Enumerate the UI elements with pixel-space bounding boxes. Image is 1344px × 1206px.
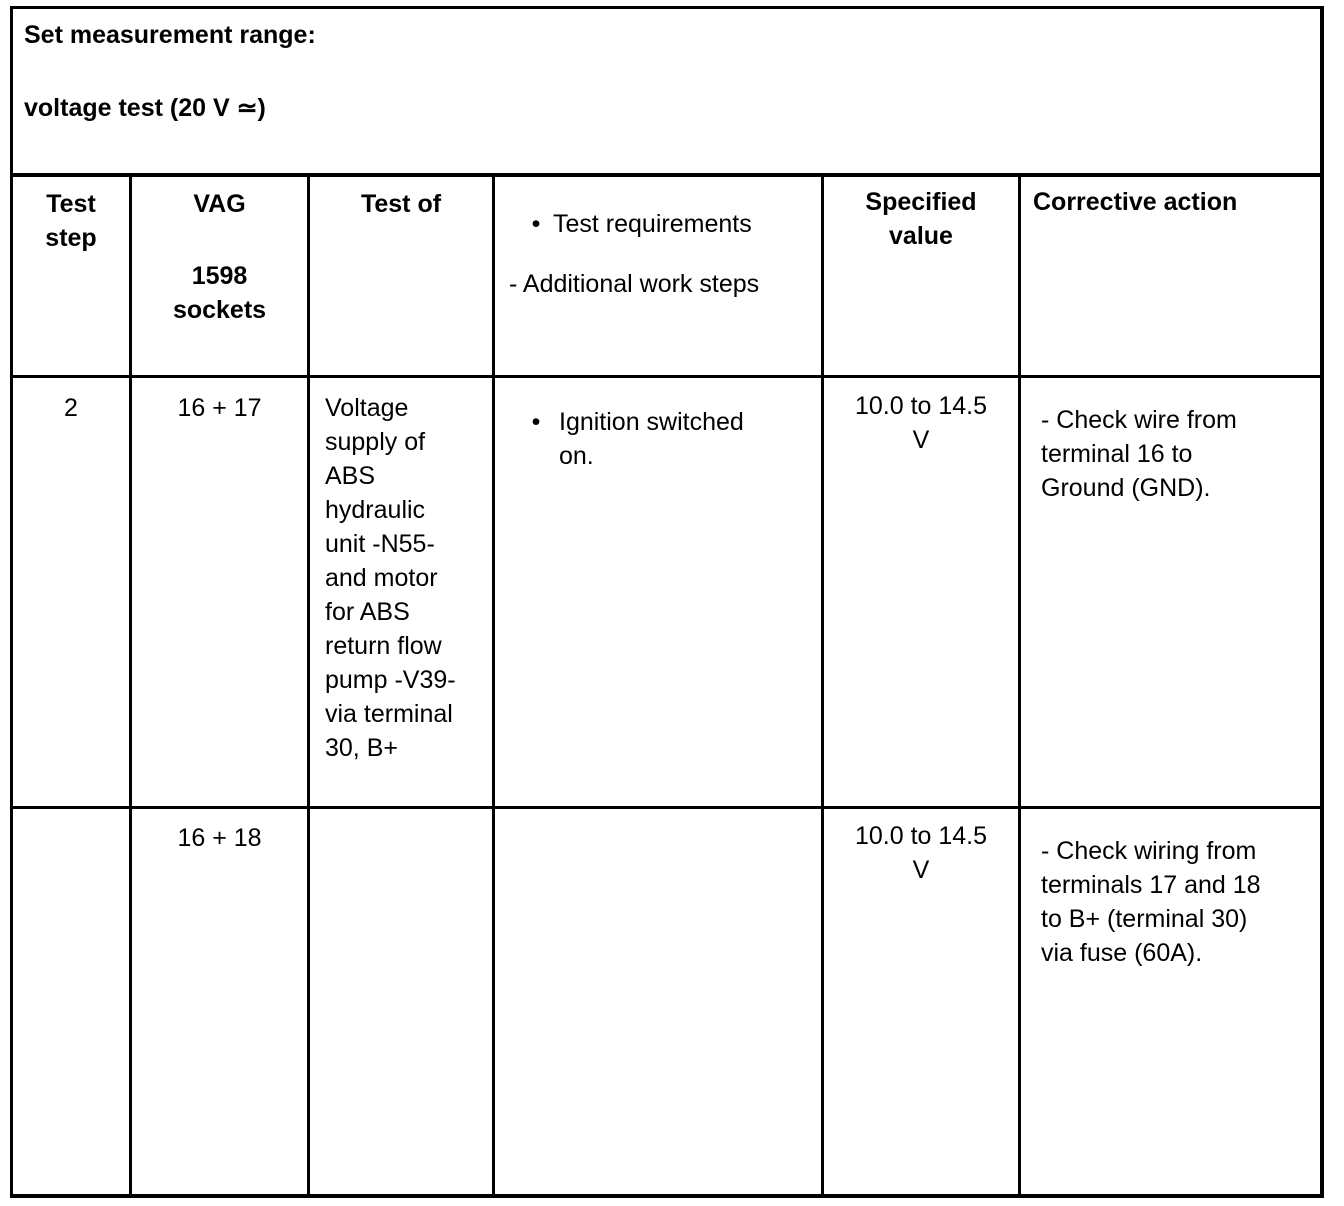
measurement-range-box [13,9,1320,177]
header-requirement-bullet-row [509,207,821,241]
header-vag-sockets [132,187,307,327]
test-table-frame [10,6,1324,1198]
row-divider [13,375,1320,378]
row2-corrective-action [1041,834,1325,970]
row2-specified-line: 10.0 to 14.5 [854,822,988,850]
row1-test-of-line: supply of [325,428,426,456]
measurement-range: voltage test (20 V ≃) [24,94,266,122]
column-divider [129,177,132,1194]
row1-specified-value [824,389,1018,457]
header-vag-line: sockets [172,296,267,324]
header-test-step [13,187,129,255]
header-vag-line: 1598 [191,262,248,290]
row1-requirement-text [553,405,744,473]
column-divider [1018,177,1021,1194]
row1-requirement-line: Ignition switched [559,408,744,436]
header-requirements [509,207,821,301]
row2-corrective-line: via fuse (60A). [1041,939,1203,967]
column-divider [492,177,495,1194]
row1-test-of [325,391,490,765]
row2-corrective-line: - Check wiring from [1041,837,1257,865]
row1-test-of-line: via terminal [325,700,453,728]
row1-test-of-line: return flow [325,632,442,660]
header-specified-line: Specified [865,188,977,216]
row2-corrective-line: terminals 17 and 18 [1041,871,1261,899]
row1-test-of-line: pump -V39- [325,666,456,694]
row1-requirement-line: on. [559,442,594,470]
row1-test-of-line: unit -N55- [325,530,435,558]
row1-specified-line: V [912,426,930,454]
column-divider [821,177,824,1194]
header-test-step-line: step [45,224,97,252]
row1-test-of-line: Voltage [325,394,409,422]
row1-test-of-line: 30, B+ [325,734,398,762]
row-divider [13,806,1320,809]
header-corrective-action: Corrective action [1033,188,1238,216]
row1-test-of-line: for ABS [325,598,410,626]
row1-corrective-line: terminal 16 to [1041,440,1193,468]
row1-corrective-line: Ground (GND). [1041,474,1211,502]
row1-requirement [519,405,819,473]
header-requirement-text: Test requirements [553,210,752,238]
row2-specified-value [824,819,1018,887]
row1-specified-line: 10.0 to 14.5 [854,392,988,420]
bullet-icon: • [531,408,541,436]
header-specified-value [824,185,1018,253]
header-spacer [509,241,821,267]
row1-test-step: 2 [64,394,78,422]
header-test-step-line: Test [46,190,96,218]
row1-test-of-line: ABS [325,462,376,490]
bullet-icon: • [531,210,541,238]
measurement-title: Set measurement range: [24,21,316,49]
row2-sockets: 16 + 18 [177,824,262,852]
row1-sockets: 16 + 17 [177,394,262,422]
column-divider [307,177,310,1194]
row1-test-of-line: and motor [325,564,438,592]
row1-test-of-line: hydraulic [325,496,426,524]
header-additional-steps: - Additional work steps [509,270,760,298]
header-test-of: Test of [360,190,442,218]
header-spacer [132,221,307,259]
row1-corrective-action [1041,403,1325,505]
row1-requirement-bullet-row [519,405,819,473]
row2-corrective-line: to B+ (terminal 30) [1041,905,1248,933]
row1-corrective-line: - Check wire from [1041,406,1237,434]
header-specified-line: value [889,222,953,250]
row2-specified-line: V [912,856,930,884]
header-vag-line: VAG [193,190,246,218]
